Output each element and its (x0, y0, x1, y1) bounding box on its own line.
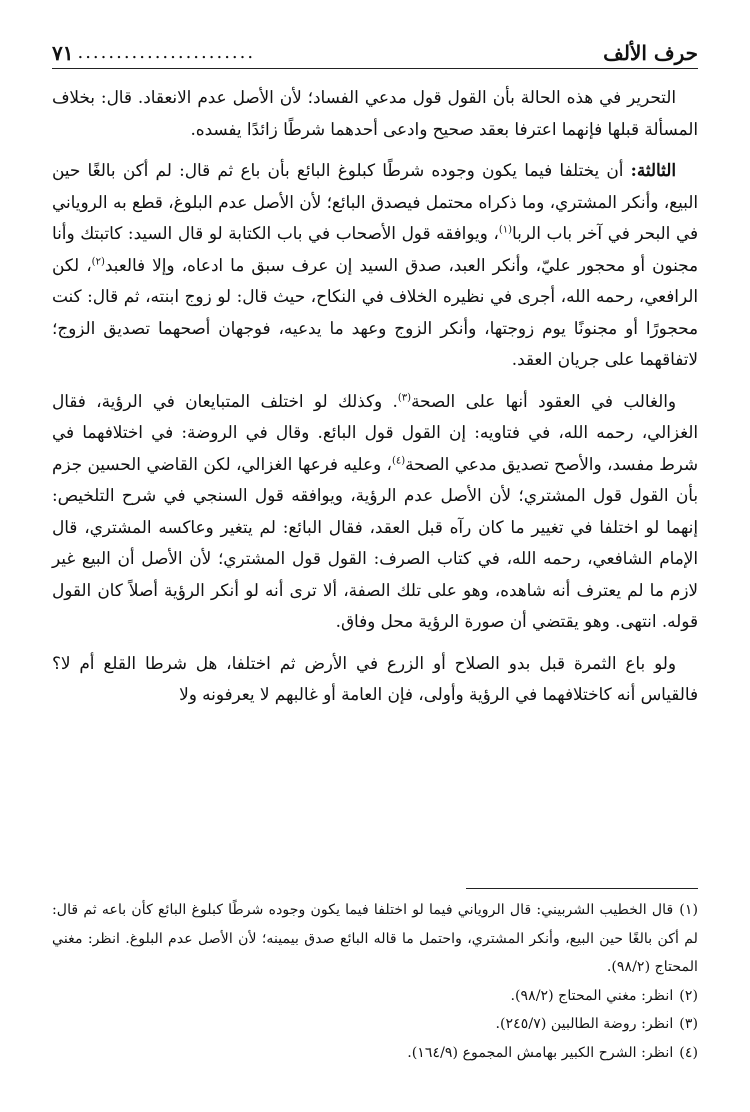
paragraph-text: . وكذلك لو اختلف المتبايعان في الرؤية، فقال الغزالي، رحمه الله، في فتاويه: إن القول قول البائع. وقال في الروضة: في اختلافهما في شرط مفسد، والأصح تصديق مدعي الصحة (52, 390, 698, 474)
footnote-1 (52, 896, 698, 982)
footnote-ref-4[interactable]: (٤) (391, 454, 406, 466)
footnote-divider (466, 888, 698, 889)
paragraph-2 (52, 155, 698, 376)
page-number: ٧١ (52, 41, 74, 65)
paragraph-text: ولو باع الثمرة قبل بدو الصلاح أو الزرع في الأرض ثم اختلفا، هل شرطا القلع أم لا؟ فالقياس أنه كاختلافهما في الرؤية وأولى، فإن العامة أو غالبهم لا يعرفونه ولا (52, 652, 698, 704)
footnote-3 (52, 1010, 698, 1039)
page-header (52, 26, 698, 69)
paragraph-text: ، وعليه فرعها الغزالي، لكن القاضي الحسين جزم بأن القول قول المشتري؛ لأن الأصل عدم الرؤية، ويوافقه قول السنجي في شرح التلخيص: إنهما لو اختلفا في تغيير ما كان رآه قبل العقد، فقال البائع: لم يتغير وعاكسه المشتري، قال الإمام الشافعي، رحمه الله، في كتاب الصرف: القول قول المشتري؛ لأن الأصل أن البيع غير لازم ما لم يعترف أنه شاهده، وهو على تلك الصفة، ألا ترى أنه لو أنكر الرؤية أصلاً كان القول قوله. انتهى. وهو يقتضي أن صورة الرؤية محل وفاق. (52, 453, 698, 631)
header-left-group (52, 38, 255, 68)
footnote-number: (٣) (679, 1016, 698, 1032)
footnote-2 (52, 982, 698, 1011)
paragraph-1 (52, 82, 698, 145)
footnote-ref-3[interactable]: (٣) (397, 391, 412, 403)
footnote-number: (٤) (679, 1044, 698, 1061)
paragraph-text: ، ويوافقه قول الأصحاب في باب الكتابة لو قال السيد: كاتبتك وأنا مجنون أو محجور عليّ، وأنكر العبد، صدق السيد إن عرف سبق ما ادعاه، وإلا فالعبد (52, 223, 698, 275)
leader-dots: ....................... (77, 42, 256, 63)
footnote-number: (١) (679, 902, 698, 918)
paragraph-4 (52, 648, 698, 711)
footnote-text: انظر: الشرح الكبير بهامش المجموع (١٦٤/٩). (407, 1044, 674, 1061)
running-title: حرف الألف (603, 41, 698, 65)
footnote-number: (٢) (679, 987, 698, 1004)
footnotes (52, 896, 698, 1067)
footnote-text: قال الخطيب الشربيني: قال الروياني فيما لو اختلفا فيما يكون وجوده شرطًا كبلوغ البائع كأن باعه ثم قال: لم أكن بالغًا حين البيع، وأنكر المشتري، واحتمل ما قاله البائع صدق بيمينه؛ لأن الأصل عدم البلوغ. انظر: مغني المحتاج (٩٨/٢). (52, 902, 698, 975)
footnote-ref-1[interactable]: (١) (498, 224, 513, 236)
paragraph-lead: الثالثة: (630, 160, 676, 180)
footnote-text: انظر: مغني المحتاج (٩٨/٢). (510, 987, 674, 1004)
paragraph-3 (52, 386, 698, 638)
paragraph-text: ، لكن الرافعي، رحمه الله، أجرى في نظيره الخلاف في النكاح، حيث قال: لو زوج ابنته، ثم قال: كنت محجورًا أو مجنونًا يوم زوجتها، وأنكر الزوج وعهد ما يدعيه، فوجهان أصحهما تصديق الزوج؛ لاتفاقهما على جريان العقد. (52, 254, 698, 369)
footnote-ref-2[interactable]: (٢) (91, 255, 105, 267)
footnote-4 (52, 1039, 698, 1068)
paragraph-text: والغالب في العقود أنها على الصحة (411, 390, 677, 411)
paragraph-text: التحرير في هذه الحالة بأن القول قول مدعي الفساد؛ لأن الأصل عدم الانعقاد. قال: بخلاف المسألة قبلها فإنهما اعترفا بعقد صحيح وادعى أحدهما شرطًا زائدًا يفسده. (52, 87, 698, 139)
footnote-text: انظر: روضة الطالبين (٢٤٥/٧). (495, 1016, 674, 1032)
main-text (52, 82, 698, 721)
paragraph-text: أن يختلفا فيما يكون وجوده شرطًا كبلوغ البائع بأن باع ثم قال: لم أكن بالغًا حين البيع، وأنكر المشتري، وما ذكراه محتمل فيصدق البائع؛ لأن الأصل عدم البلوغ، قطع به الروياني في البحر في آخر باب الربا (52, 160, 698, 243)
